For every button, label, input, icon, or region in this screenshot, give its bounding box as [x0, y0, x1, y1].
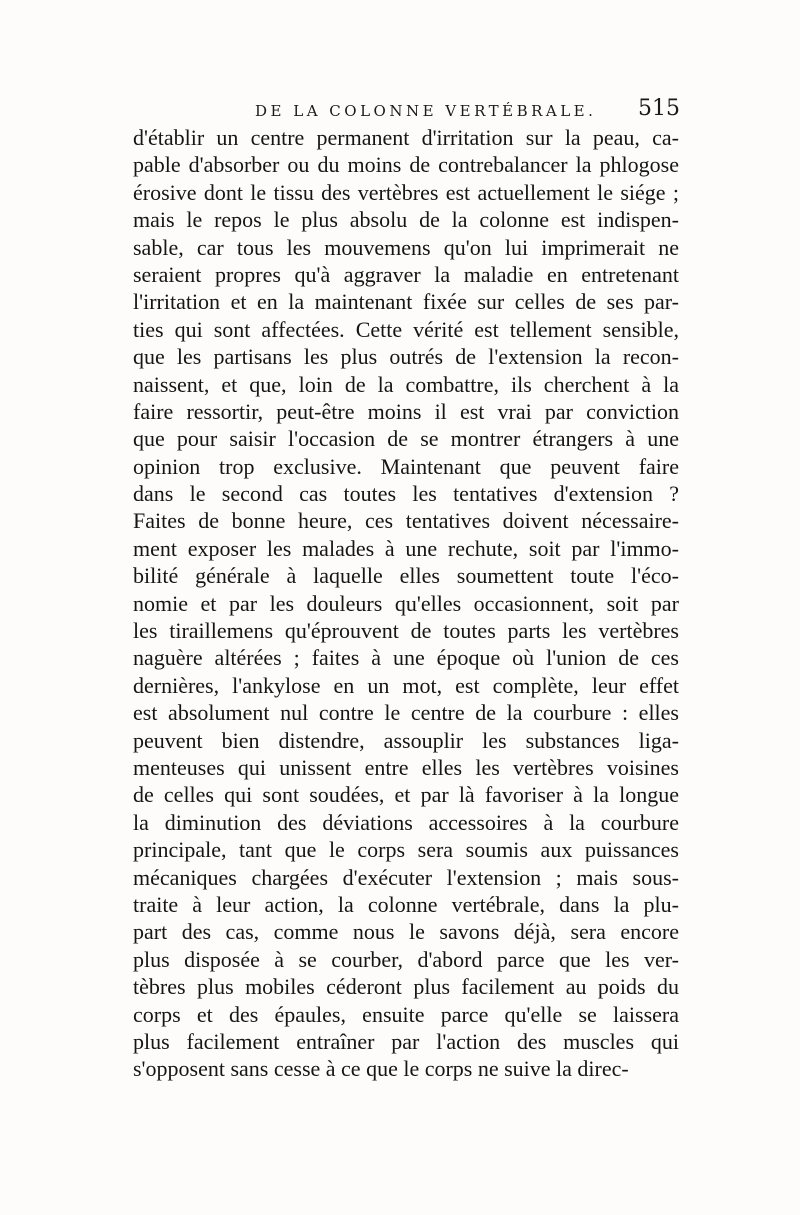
text-line: traite à leur action, la colonne vertébrale, dans la plu-: [133, 891, 679, 917]
text-line: peuvent bien distendre, assouplir les substances liga-: [133, 727, 679, 753]
text-line: s'opposent sans cesse à ce que le corps ne suive la direc-: [133, 1056, 629, 1082]
text-line: la diminution des déviations accessoires à la courbure: [133, 809, 679, 835]
text-line: nomie et par les douleurs qu'elles occasionnent, soit par: [133, 590, 679, 616]
text-line: de celles qui sont soudées, et par là favoriser à la longue: [133, 782, 679, 808]
text-line: l'irritation et en la maintenant fixée sur celles de ses par-: [133, 289, 679, 315]
text-line: plus facilement entraîner par l'action des muscles qui: [133, 1028, 679, 1054]
text-line: dans le second cas toutes les tentatives d'extension ?: [133, 481, 679, 507]
text-line: seraient propres qu'à aggraver la maladie en entretenant: [133, 261, 679, 287]
text-line: que pour saisir l'occasion de se montrer étrangers à une: [133, 426, 679, 452]
text-line: mais le repos le plus absolu de la colonne est indispen-: [133, 207, 679, 233]
text-line: menteuses qui unissent entre elles les vertèbres voisines: [133, 754, 679, 780]
text-line: les tiraillemens qu'éprouvent de toutes parts les vertèbres: [133, 618, 679, 644]
text-line: d'établir un centre permanent d'irritation sur la peau, ca-: [133, 125, 679, 150]
text-line: érosive dont le tissu des vertèbres est actuellement le siége ;: [133, 179, 679, 205]
text-line: principale, tant que le corps sera soumis aux puissances: [133, 837, 679, 863]
text-line: faire ressortir, peut-être moins il est vrai par conviction: [133, 398, 679, 424]
text-line: tèbres plus mobiles céderont plus facilement au poids du: [133, 974, 679, 1000]
text-line: est absolument nul contre le centre de la courbure : elles: [133, 700, 679, 726]
text-line: pable d'absorber ou du moins de contrebalancer la phlogose: [133, 152, 679, 178]
page-header: [135, 96, 680, 124]
text-line: dernières, l'ankylose en un mot, est complète, leur effet: [133, 672, 679, 698]
running-title: DE LA COLONNE VERTÉBRALE.: [255, 102, 597, 120]
text-line: ment exposer les malades à une rechute, soit par l'immo-: [133, 535, 679, 561]
text-line: bilité générale à laquelle elles soumettent toute l'éco-: [133, 563, 679, 589]
text-line: ties qui sont affectées. Cette vérité est tellement sensible,: [133, 316, 679, 342]
text-line: plus disposée à se courber, d'abord parce que les ver-: [133, 946, 679, 972]
text-line: Faites de bonne heure, ces tentatives doivent nécessaire-: [133, 508, 679, 534]
body-text: [133, 124, 679, 1083]
text-line: naguère altérées ; faites à une époque où l'union de ces: [133, 645, 679, 671]
text-line: que les partisans les plus outrés de l'extension la recon-: [133, 344, 679, 370]
page-number: 515: [638, 96, 680, 121]
text-line: sable, car tous les mouvemens qu'on lui imprimerait ne: [133, 234, 679, 260]
text-line: mécaniques chargées d'exécuter l'extension ; mais sous-: [133, 864, 679, 890]
text-line: corps et des épaules, ensuite parce qu'elle se laissera: [133, 1001, 679, 1027]
text-line: opinion trop exclusive. Maintenant que peuvent faire: [133, 453, 679, 479]
text-line: part des cas, comme nous le savons déjà, sera encore: [133, 919, 679, 945]
text-line: naissent, et que, loin de la combattre, ils cherchent à la: [133, 371, 679, 397]
